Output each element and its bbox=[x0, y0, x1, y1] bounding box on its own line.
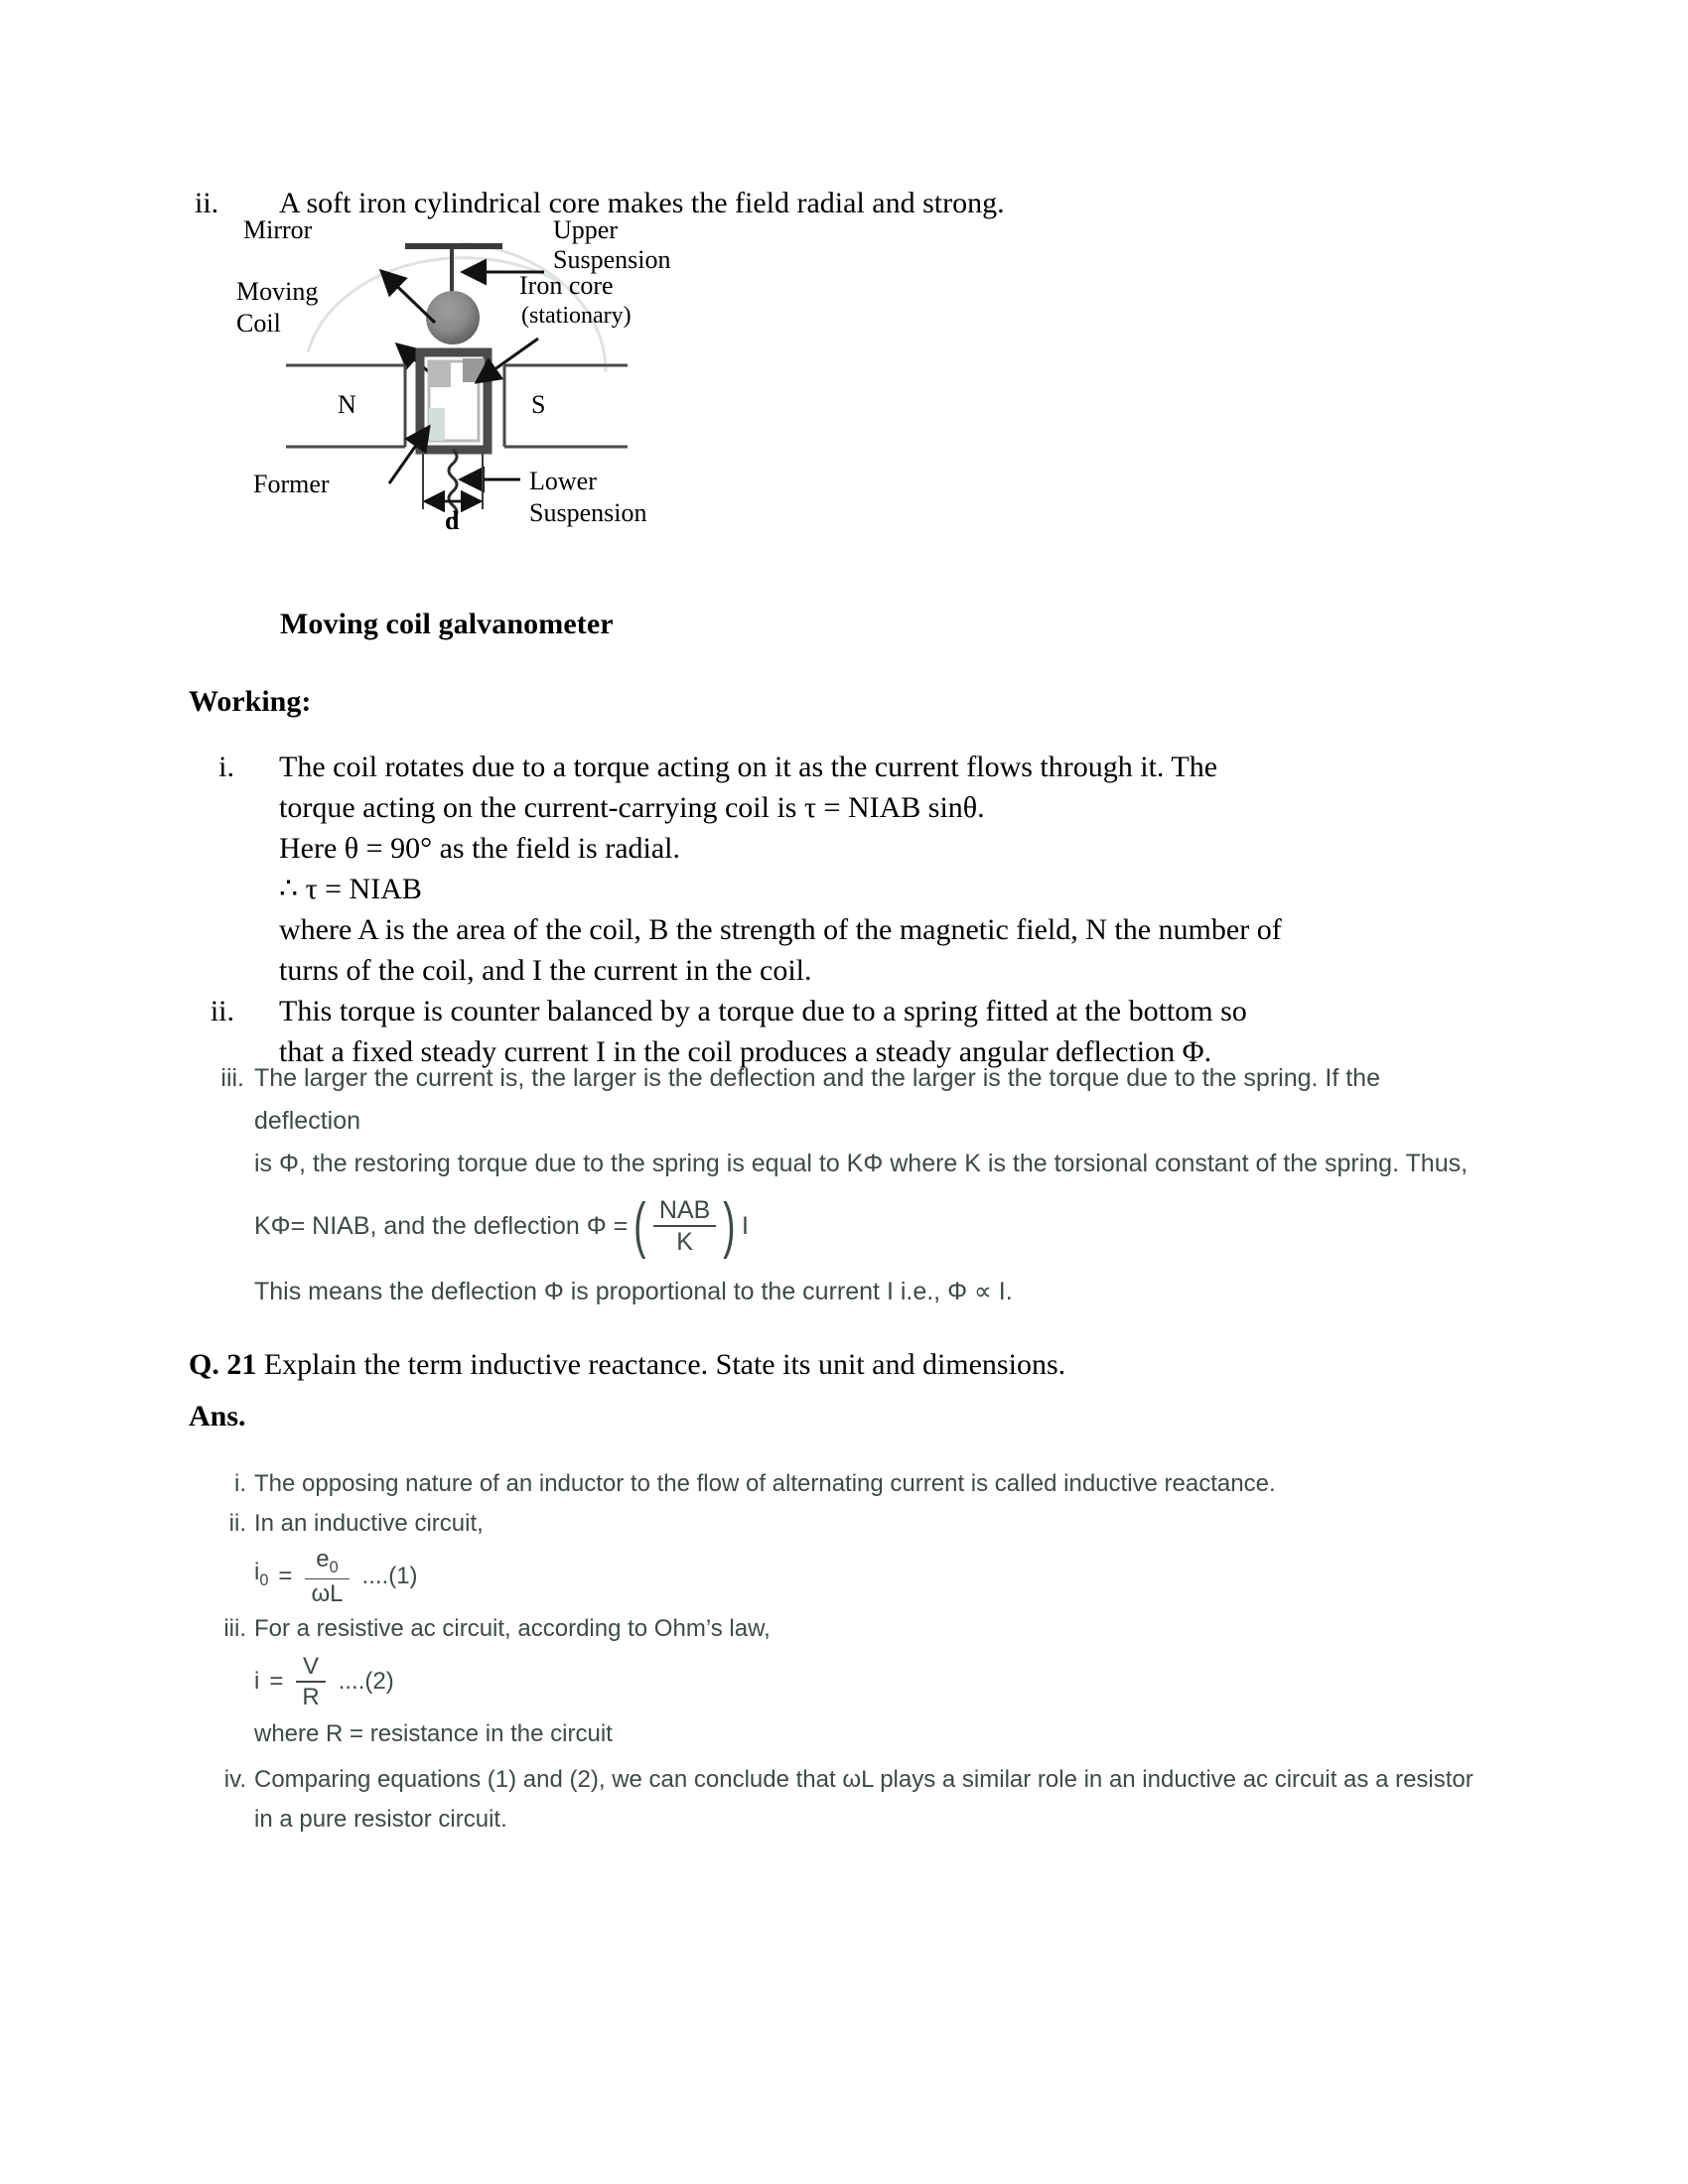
answer-item-i bbox=[209, 1464, 1499, 1504]
left-paren: ( bbox=[633, 1191, 646, 1261]
equation-1-lhs-subscript: 0 bbox=[259, 1570, 269, 1589]
answer-item-ii-text: In an inductive circuit, bbox=[254, 1510, 484, 1537]
answer-item-ii bbox=[209, 1504, 1499, 1544]
answer-item-iv-line-1: Comparing equations (1) and (2), we can conclude that ωL plays a similar role in an inductive ac circuit as a resistor bbox=[254, 1766, 1474, 1793]
top-list-item bbox=[195, 184, 1456, 223]
working-item-i-line-2: torque acting on the current-carrying coil is τ = NIAB sinθ. bbox=[279, 791, 985, 824]
answer-item-ii-marker: ii. bbox=[228, 1510, 246, 1537]
figure-caption: Moving coil galvanometer bbox=[280, 608, 614, 640]
working-item-i-marker: i. bbox=[218, 751, 234, 783]
formula-suffix: I bbox=[741, 1211, 749, 1240]
equation-1-tag: ....(1) bbox=[361, 1563, 418, 1589]
figure-label-south: S bbox=[531, 390, 546, 419]
working-item-i-line-4: ∴ τ = NIAB bbox=[279, 873, 422, 905]
equation-1-equals: = bbox=[278, 1563, 293, 1589]
fraction-denominator: K bbox=[676, 1227, 693, 1256]
answer-item-iii-marker: iii. bbox=[223, 1615, 246, 1642]
answer-note: where R = resistance in the circuit bbox=[254, 1720, 613, 1747]
equation-1 bbox=[254, 1544, 1499, 1609]
working-item-i-line-5: where A is the area of the coil, B the strength of the magnetic field, N the number of bbox=[279, 913, 1282, 946]
working-item-i-body bbox=[279, 747, 1476, 991]
figure-label-moving: Moving bbox=[236, 277, 319, 306]
answer-item-i-text: The opposing nature of an inductor to the flow of alternating current is called inductive reactance. bbox=[254, 1470, 1276, 1497]
answer-list bbox=[209, 1464, 1499, 1840]
answer-label: Ans. bbox=[189, 1400, 246, 1433]
equation-1-numerator bbox=[310, 1547, 344, 1576]
question-line bbox=[189, 1345, 1479, 1385]
working-item-iii-first-line bbox=[209, 1057, 1489, 1143]
equation-2-equals: = bbox=[269, 1668, 284, 1695]
answer-item-iv-marker: iv. bbox=[223, 1766, 246, 1793]
working-item-ii-line-2: that a fixed steady current I in the coil produces a steady angular deflection Φ. bbox=[279, 1035, 1212, 1068]
answer-item-i-marker: i. bbox=[234, 1470, 246, 1497]
fraction-numerator: NAB bbox=[658, 1195, 711, 1224]
figure-label-upper-suspension: Suspension bbox=[553, 245, 671, 274]
question-number: Q. 21 bbox=[189, 1348, 257, 1381]
formula-prefix: KΦ= NIAB, and the deflection Φ = bbox=[254, 1211, 629, 1240]
working-item-i-line-6: turns of the coil, and I the current in the coil. bbox=[279, 954, 812, 987]
figure-label-lower: Lower bbox=[529, 467, 597, 495]
equation-1-lhs bbox=[254, 1553, 268, 1600]
figure-label-mirror: Mirror bbox=[243, 215, 313, 244]
equation-2-tag: ....(2) bbox=[338, 1668, 394, 1695]
answer-item-iii bbox=[209, 1609, 1499, 1649]
top-list-item-marker: ii. bbox=[195, 187, 219, 219]
figure-label-iron-core: Iron core bbox=[519, 271, 614, 300]
working-item-ii-marker: ii. bbox=[210, 995, 234, 1027]
equation-1-bar bbox=[305, 1578, 349, 1580]
galvanometer-figure bbox=[236, 215, 755, 535]
working-item-i-line-3: Here θ = 90° as the field is radial. bbox=[279, 832, 680, 865]
formula-fraction-nab-k bbox=[630, 1191, 740, 1261]
equation-1-fraction bbox=[305, 1547, 349, 1607]
equation-2-fraction bbox=[296, 1654, 325, 1709]
equation-2-bar bbox=[296, 1681, 325, 1683]
answer-item-iv-body bbox=[254, 1760, 1499, 1840]
equation-1-denominator: ωL bbox=[311, 1580, 344, 1608]
working-list bbox=[195, 747, 1476, 1072]
figure-label-gap-d: d bbox=[445, 506, 460, 535]
equation-1-lhs-symbol: i bbox=[254, 1559, 260, 1586]
question-text: Explain the term inductive reactance. State its unit and dimensions. bbox=[263, 1348, 1066, 1381]
working-item-ii-line-1: This torque is counter balanced by a torque due to a spring fitted at the bottom so bbox=[279, 995, 1247, 1027]
equation-2-lhs: i bbox=[254, 1668, 260, 1695]
figure-label-former: Former bbox=[253, 470, 330, 498]
working-item-iii-line-2: is Φ, the restoring torque due to the spring is equal to KΦ where K is the torsional constant of the spring. Thus, bbox=[254, 1150, 1469, 1177]
fraction bbox=[653, 1197, 716, 1255]
working-heading: Working: bbox=[189, 685, 312, 718]
working-item-i bbox=[195, 747, 1476, 991]
equation-2 bbox=[254, 1649, 1499, 1714]
working-item-iii-line-1: The larger the current is, the larger is the deflection and the larger is the torque due to the spring. If the deflection bbox=[254, 1064, 1380, 1135]
answer-item-iii-text: For a resistive ac circuit, according to Ohm’s law, bbox=[254, 1615, 771, 1642]
equation-1-numerator-subscript: 0 bbox=[329, 1558, 339, 1576]
working-item-iii-last-line: This means the deflection Φ is proportional to the current I i.e., Φ ∝ I. bbox=[254, 1278, 1013, 1305]
figure-label-lower-suspension: Suspension bbox=[529, 498, 647, 527]
galvanometer-diagram bbox=[278, 223, 755, 521]
answer-item-iv-line-2: in a pure resistor circuit. bbox=[254, 1806, 507, 1833]
figure-label-coil: Coil bbox=[236, 309, 281, 338]
answer-item-iv bbox=[209, 1760, 1499, 1840]
working-item-i-line-1: The coil rotates due to a torque acting on it as the current flows through it. The bbox=[279, 751, 1218, 783]
working-item-iii bbox=[209, 1057, 1489, 1313]
working-item-iii-marker: iii. bbox=[220, 1064, 244, 1092]
equation-1-numerator-symbol: e bbox=[316, 1545, 330, 1572]
equation-2-numerator: V bbox=[303, 1653, 320, 1681]
working-item-iii-formula bbox=[254, 1185, 749, 1267]
fraction-bar bbox=[653, 1225, 716, 1227]
top-list-item-text: A soft iron cylindrical core makes the field radial and strong. bbox=[279, 187, 1005, 219]
figure-label-north: N bbox=[338, 390, 356, 419]
right-paren: ) bbox=[723, 1191, 736, 1261]
equation-2-denominator: R bbox=[302, 1683, 320, 1710]
figure-label-stationary: (stationary) bbox=[521, 303, 632, 329]
figure-label-upper: Upper bbox=[553, 215, 618, 244]
